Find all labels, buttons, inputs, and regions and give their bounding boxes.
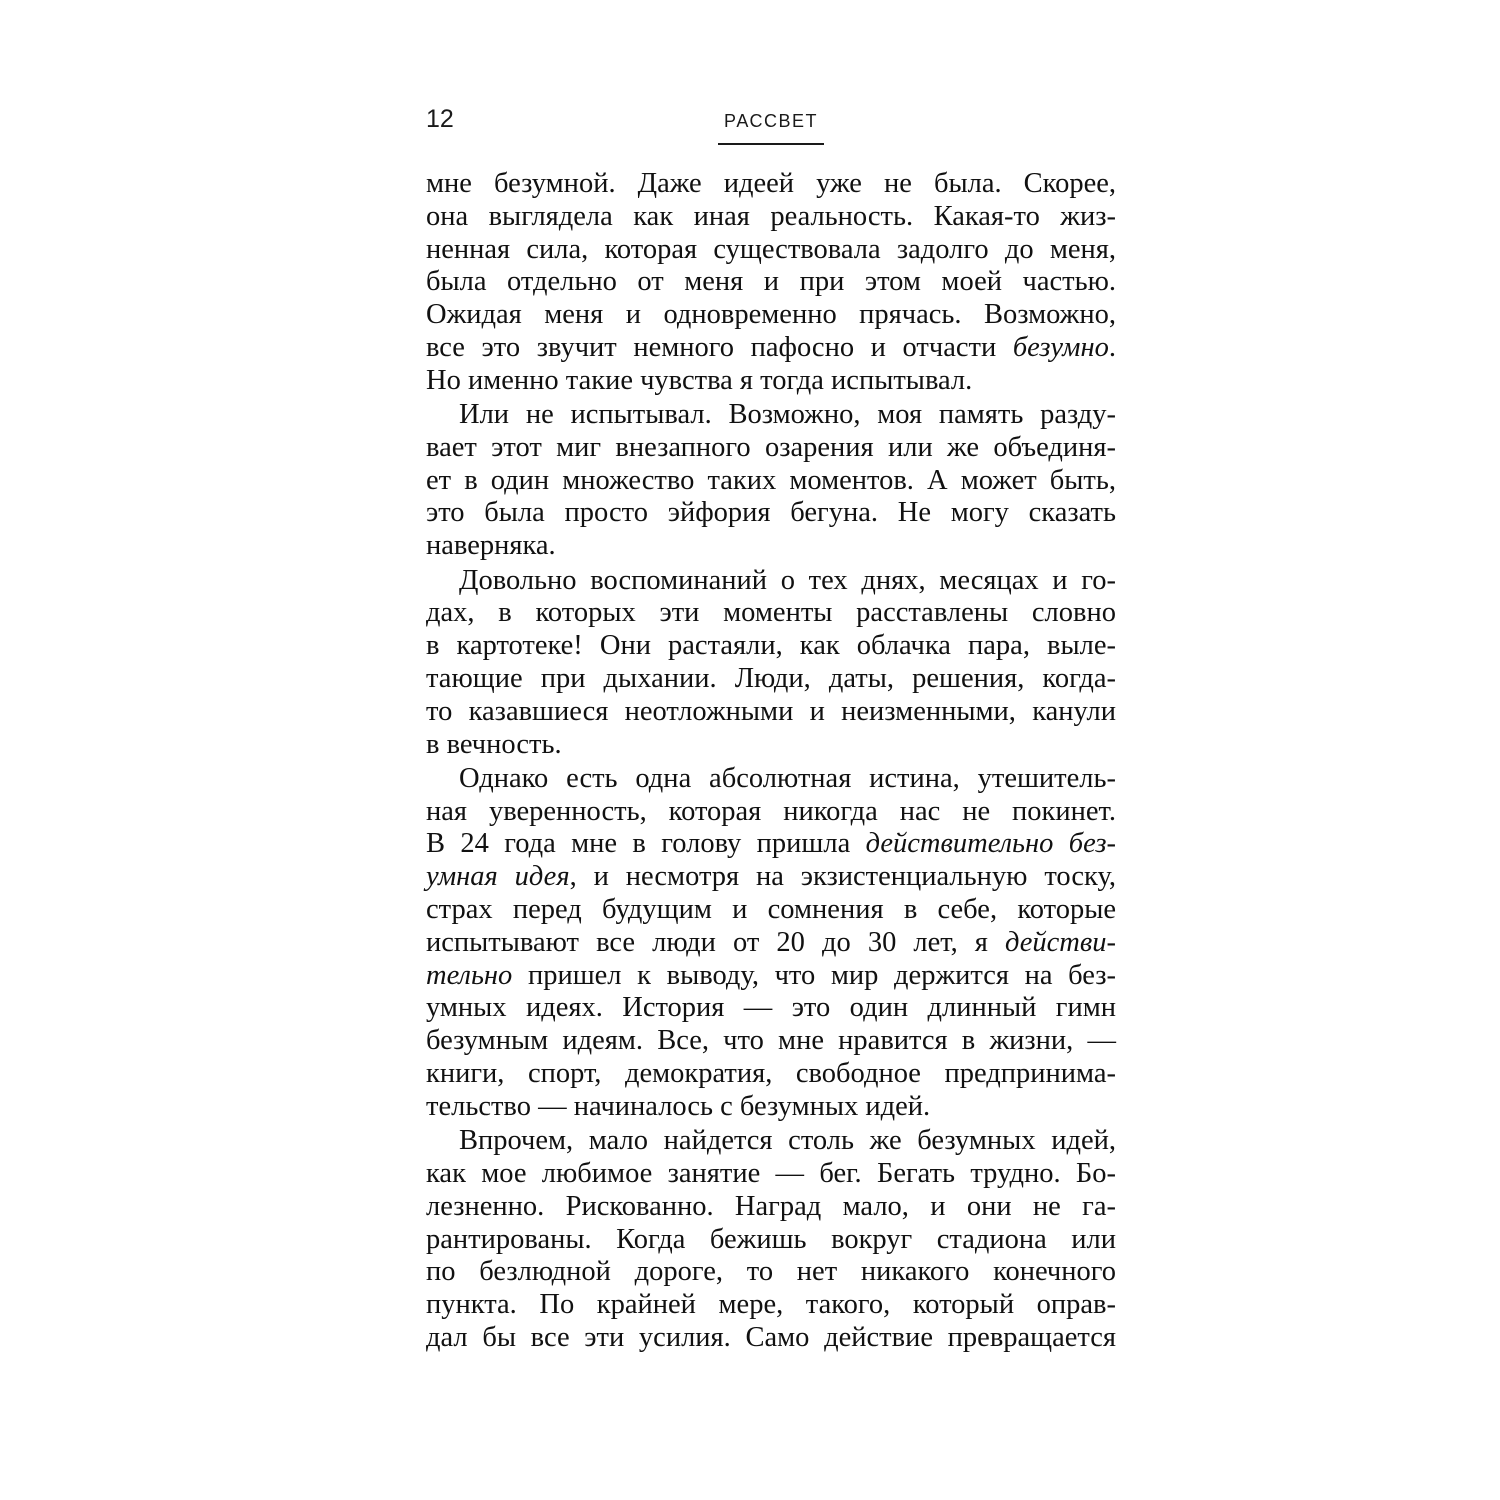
text-line [426, 828, 1116, 861]
text-line [426, 1256, 1116, 1289]
text-line [426, 597, 1116, 630]
text-run: Ожидая меня и одновременно прячась. Возможно, [426, 299, 1116, 331]
text-run: умных идеях. История — это один длинный гимн [426, 992, 1116, 1024]
text-run: пришел к выводу, что мир держится на без- [512, 959, 1116, 991]
text-run: Впрочем, мало найдется столь же безумных идей, [459, 1125, 1116, 1157]
text-run: она выглядела как иная реальность. Какая-то жиз- [426, 200, 1116, 232]
text-line [426, 1224, 1116, 1257]
text-line [426, 1125, 1116, 1158]
text-run: то казавшиеся неотложными и неизменными, канули [426, 695, 1116, 727]
text-line [426, 168, 1116, 201]
text-run: в картотеке! Они растаяли, как облачка пара, выле- [426, 630, 1116, 662]
text-line [426, 565, 1116, 598]
text-line [426, 1025, 1116, 1058]
text-run: пункта. По крайней мере, такого, который оправ- [426, 1289, 1116, 1321]
text-line [426, 465, 1116, 498]
body-text [426, 168, 1116, 1355]
paragraph [426, 1125, 1116, 1355]
text-run: вает этот миг внезапного озарения или же объединя- [426, 431, 1116, 463]
paragraph [426, 565, 1116, 762]
text-line [426, 894, 1116, 927]
text-run: страх перед будущим и сомнения в себе, которые [426, 894, 1116, 926]
text-run: ная уверенность, которая никогда нас не покинет. [426, 795, 1116, 827]
italic-text: действи- [1004, 926, 1116, 958]
text-run: дах, в которых эти моменты расставлены словно [426, 597, 1116, 629]
italic-text: умная идея [426, 861, 570, 893]
italic-text: действительно без- [865, 828, 1116, 860]
running-title-underline [718, 143, 824, 145]
italic-text: тельно [426, 959, 513, 991]
text-line [426, 365, 1116, 398]
text-run: В 24 года мне в голову пришла [426, 828, 866, 860]
text-line [426, 399, 1116, 432]
text-run: по безлюдной дороге, то нет никакого конечного [426, 1256, 1116, 1288]
text-run: . [1108, 331, 1116, 363]
text-line [426, 796, 1116, 829]
text-run: книги, спорт, демократия, свободное предпринима- [426, 1058, 1116, 1090]
text-line [426, 299, 1116, 332]
paragraph [426, 168, 1116, 398]
page-number: 12 [426, 105, 454, 133]
text-line [426, 234, 1116, 267]
text-run: Или не испытывал. Возможно, моя память разду- [459, 399, 1116, 431]
paragraph [426, 763, 1116, 1124]
text-line [426, 729, 1116, 762]
text-line [426, 266, 1116, 299]
text-run: наверняка. [426, 530, 556, 562]
text-line [426, 432, 1116, 465]
text-run: тельство — начиналось с безумных идей. [426, 1090, 931, 1122]
text-run: мне безумной. Даже идеей уже не была. Скорее, [426, 168, 1116, 199]
text-line [426, 861, 1116, 894]
text-run: ненная сила, которая существовала задолго до меня, [426, 233, 1116, 265]
text-run: дал бы все эти усилия. Само действие превращается [426, 1321, 1116, 1353]
text-run: Довольно воспоминаний о тех днях, месяцах и го- [459, 564, 1116, 596]
text-run: рантированы. Когда бежишь вокруг стадиона или [426, 1223, 1116, 1255]
text-line [426, 960, 1116, 993]
text-line [426, 332, 1116, 365]
text-line [426, 663, 1116, 696]
italic-text: безумно [1012, 331, 1109, 363]
text-line [426, 1058, 1116, 1091]
text-run: Однако есть одна абсолютная истина, утешитель- [459, 762, 1116, 794]
text-run: испытывают все люди от 20 до 30 лет, я [426, 926, 1005, 958]
text-line [426, 927, 1116, 960]
text-line [426, 1289, 1116, 1322]
text-line [426, 1091, 1116, 1124]
text-run: все это звучит немного пафосно и отчасти [426, 331, 1013, 363]
running-title: РАССВЕТ [724, 111, 818, 131]
text-run: тающие при дыхании. Люди, даты, решения, когда- [426, 662, 1116, 694]
text-run: была отдельно от меня и при этом моей частью. [426, 266, 1116, 298]
text-run: ет в один множество таких моментов. А может быть, [426, 464, 1116, 496]
text-run: , и несмотря на экзистенциальную тоску, [569, 861, 1116, 893]
text-line [426, 201, 1116, 234]
text-line [426, 763, 1116, 796]
text-run: как мое любимое занятие — бег. Бегать трудно. Бо- [426, 1157, 1116, 1189]
text-line [426, 497, 1116, 530]
text-run: лезненно. Рискованно. Наград мало, и они не га- [426, 1190, 1116, 1222]
text-line [426, 530, 1116, 563]
page-header [426, 104, 1116, 154]
text-line [426, 1322, 1116, 1355]
text-line [426, 696, 1116, 729]
text-line [426, 1158, 1116, 1191]
text-line [426, 630, 1116, 663]
text-line [426, 1191, 1116, 1224]
text-run: безумным идеям. Все, что мне нравится в жизни, — [426, 1025, 1116, 1057]
text-run: в вечность. [426, 728, 562, 760]
text-run: это была просто эйфория бегуна. Не могу сказать [426, 497, 1116, 529]
paragraph [426, 399, 1116, 563]
text-run: Но именно такие чувства я тогда испытывал. [426, 364, 973, 396]
text-line [426, 992, 1116, 1025]
